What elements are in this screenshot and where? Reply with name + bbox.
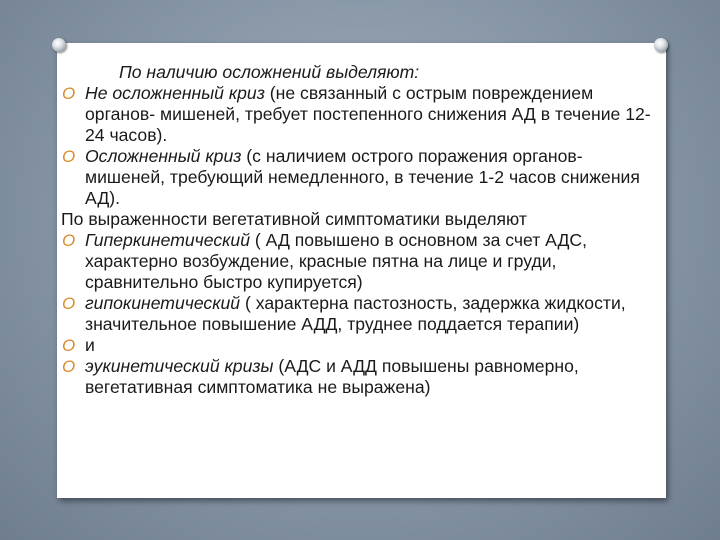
bullet-icon: O [62, 231, 76, 250]
slide-text [61, 62, 661, 398]
content-card [57, 43, 666, 498]
list-item-complicated [61, 146, 661, 209]
desc-uncomplicated: (не связанный с острым повреждением органов- мишеней, требует постепенного снижения АД в течение 12-24 часов). [85, 83, 651, 145]
list-item-eukinetic [61, 356, 661, 398]
bullet-icon: O [62, 336, 76, 355]
conjunction-and: и [85, 335, 95, 355]
list-item-uncomplicated [61, 83, 661, 146]
term-uncomplicated: Не осложненный криз [85, 83, 265, 103]
bullet-icon: O [62, 147, 76, 166]
bullet-icon: O [62, 357, 76, 376]
term-complicated: Осложненный криз [85, 146, 242, 166]
term-hypokinetic: гипокинетический [85, 293, 241, 313]
desc-eukinetic: (АДС и АДД повышены равномерно, вегетативная симптоматика не выражена) [85, 356, 579, 397]
heading-complications: По наличию осложнений выделяют: [119, 62, 420, 82]
desc-hyperkinetic: ( АД повышено в основном за счет АДС, характерно возбуждение, красные пятна на лице и груди, сравнительно быстро купируется) [85, 230, 587, 292]
list-item-and [61, 335, 661, 356]
desc-hypokinetic: ( характерна пастозность, задержка жидкости, значительное повышение АДД, труднее поддается терапии) [85, 293, 626, 334]
bullet-icon: O [62, 84, 76, 103]
list-item-hypokinetic [61, 293, 661, 335]
term-hyperkinetic: Гиперкинетический [85, 230, 251, 250]
pin-icon [52, 38, 66, 52]
desc-complicated: (с наличием острого поражения органов-мишеней, требующий немедленного, в течение 1-2 часов снижения АД). [85, 146, 640, 208]
bullet-icon: O [62, 294, 76, 313]
term-eukinetic: эукинетический кризы [85, 356, 274, 376]
pin-icon [654, 38, 668, 52]
list-item-hyperkinetic [61, 230, 661, 293]
subheading-vegetative: По выраженности вегетативной симптоматики выделяют [61, 209, 527, 229]
